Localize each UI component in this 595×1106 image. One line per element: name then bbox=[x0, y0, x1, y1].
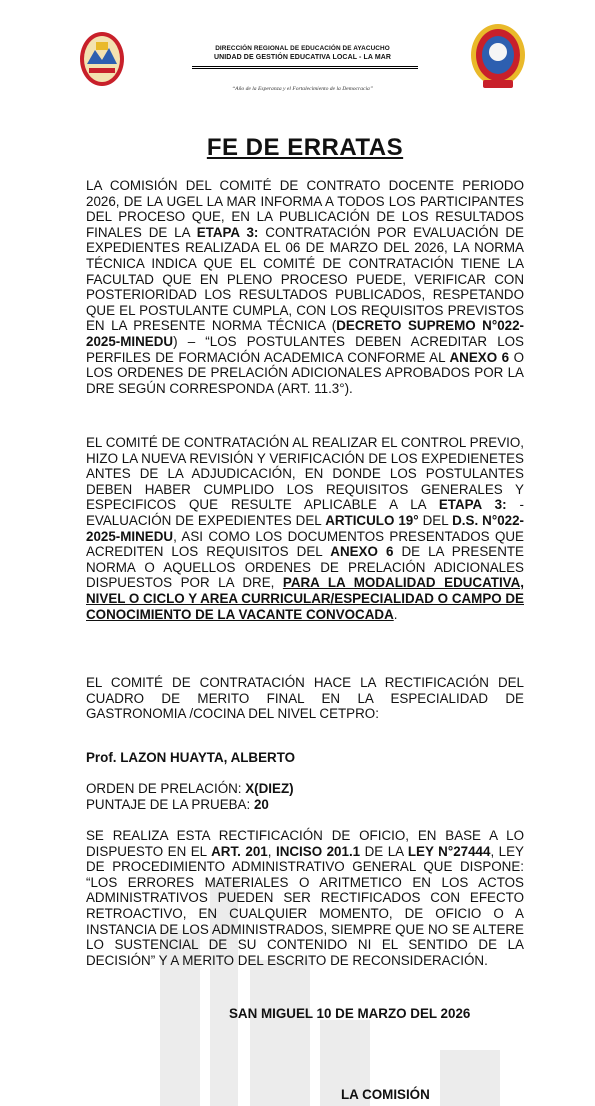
municipal-shield-logo bbox=[78, 30, 126, 88]
header-line-1: DIRECCIÓN REGIONAL DE EDUCACIÓN DE AYACUCHO bbox=[215, 45, 390, 52]
score-label: PUNTAJE DE LA PRUEBA: bbox=[86, 797, 254, 812]
order-value: X(DIEZ) bbox=[245, 781, 294, 796]
p2-text-3: DEL bbox=[418, 512, 453, 528]
p1-text-3: ) – “LOS POSTULANTES DEBEN ACREDITAR LOS PERFILES DE FORMACIÓN ACADEMICA CONFORME AL bbox=[86, 333, 524, 365]
document-title: FE DE ERRATAS bbox=[206, 134, 404, 161]
p2-bold-underline: PARA LA MODALIDAD EDUCATIVA, NIVEL O CICLO Y AREA CURRICULAR/ESPECIALIDAD O CAMPO DE CONOCIMIENTO DE LA VACANTE CONVOCADA bbox=[86, 575, 524, 622]
date-line: SAN MIGUEL 10 DE MARZO DEL 2026 bbox=[229, 1006, 471, 1021]
header-motto: “Año de la Esperanza y el Fortalecimiento de la Democracia” bbox=[232, 86, 373, 92]
p4-bold-2: INCISO 201.1 bbox=[275, 843, 361, 859]
p4-text-2: , bbox=[267, 843, 276, 859]
p2-text-4: , ASI COMO LOS DOCUMENTOS PRESENTADOS QUE ACREDITEN LOS REQUISITOS DEL bbox=[86, 528, 524, 560]
paragraph-1 bbox=[86, 178, 524, 396]
order-line bbox=[86, 781, 524, 797]
p4-text-4: , LEY DE PROCEDIMIENTO ADMINISTRATIVO GENERAL QUE DISPONE: “LOS ERRORES MATERIALES O ARITMETICO EN LOS ACTOS ADMINISTRATIVOS PUEDEN SER RECTIFICADOS CON EFECTO RETROACTIVO, EN CUALQUIER MOMENTO, DE OFICIO O A INSTANCIA DE LOS ADMINISTRADOS, SIEMPRE QUE NO SE ALTERE LO SUSTENCIAL DE SU CONTENIDO NI EL SENTIDO DE LA DECISIÓN” Y A MERITO DEL ESCRITO DE RECONSIDERACIÓN. bbox=[86, 843, 524, 968]
paragraph-3: EL COMITÉ DE CONTRATACIÓN HACE LA RECTIFICACIÓN DEL CUADRO DE MERITO FINAL EN LA ESPECIALIDAD DE GASTRONOMIA /COCINA DEL NIVEL CETPRO: bbox=[86, 675, 524, 722]
header bbox=[0, 0, 595, 110]
p2-bold-4: ANEXO 6 bbox=[330, 544, 394, 560]
p1-bold-2: DECRETO SUPREMO N°022-2025-MINEDU bbox=[86, 318, 524, 349]
header-line-2: UNIDAD DE GESTIÓN EDUCATIVA LOCAL - LA MAR bbox=[213, 54, 392, 61]
p2-bold-2: ARTICULO 19° bbox=[325, 512, 419, 528]
p4-bold-3: LEY N°27444 bbox=[407, 843, 491, 859]
p1-text-2: CONTRATACIÓN POR EVALUACIÓN DE EXPEDIENTES REALIZADA EL 06 DE MARZO DEL 2026, LA NORMA TÉCNICA INDICA QUE EL COMITÉ DE CONTRATACIÓN TIENE LA FACULTAD QUE EN PLENO PROCESO PUEDE, VERIFICAR CON POSTERIORIDAD LOS RESULTADOS PUBLICADOS, RESPETANDO QUE EL POSTULANTE CUMPLA, CON LOS REQUISITOS PREVISTOS EN LA PRESENTE NORMA TÉCNICA ( bbox=[86, 224, 524, 334]
p2-text-6: . bbox=[393, 606, 398, 622]
score-line bbox=[86, 797, 524, 813]
p1-text-1: LA COMISIÓN DEL COMITÉ DE CONTRATO DOCENTE PERIODO 2026, DE LA UGEL LA MAR INFORMA A TODOS LOS PARTICIPANTES DEL PROCESO QUE, EN LA PUBLICACIÓN DE LOS RESULTADOS FINALES DE LA bbox=[86, 178, 524, 240]
p2-text-1: EL COMITÉ DE CONTRATACIÓN AL REALIZAR EL CONTROL PREVIO, HIZO LA NUEVA REVISIÓN Y VERIFICACIÓN DE LOS EXPEDIENETES ANTES DE LA ADJUDICACIÓN, EN DONDE LOS POSTULANTES DEBEN HABER CUMPLIDO LOS REQUISITOS GENERALES Y ESPECIFICOS QUE RESULTE APLICABLE A LA bbox=[86, 435, 524, 513]
candidate-name: Prof. LAZON HUAYTA, ALBERTO bbox=[86, 750, 296, 765]
ugel-la-mar-emblem bbox=[469, 22, 527, 92]
p1-text-4: O LOS ORDENES DE PRELACIÓN ADICIONALES APROBADOS POR LA DRE SEGÚN CORRESPONDA (ART. 11.3°). bbox=[86, 349, 524, 396]
p1-bold-3: ANEXO 6 bbox=[449, 349, 510, 365]
p4-text-1: SE REALIZA ESTA RECTIFICACIÓN DE OFICIO, EN BASE A LO DISPUESTO EN EL bbox=[86, 828, 524, 859]
header-rule bbox=[192, 66, 418, 69]
p4-bold-1: ART. 201 bbox=[211, 843, 268, 859]
p2-bold-3: D.S. N°022-2025-MINEDU bbox=[86, 512, 524, 544]
p1-bold-1: ETAPA 3: bbox=[196, 224, 259, 240]
p2-text-5: DE LA PRESENTE NORMA O AQUELLOS ORDENES DE PRELACIÓN ADICIONALES DISPUESTOS POR LA DRE, bbox=[86, 544, 524, 591]
p4-text-3: DE LA bbox=[360, 843, 408, 859]
order-label: ORDEN DE PRELACIÓN: bbox=[86, 781, 246, 796]
score-value: 20 bbox=[253, 797, 269, 812]
p2-bold-1: ETAPA 3: bbox=[438, 497, 507, 513]
p2-text-2: - EVALUACIÓN DE EXPEDIENTES DEL bbox=[86, 497, 525, 528]
paragraph-4 bbox=[86, 828, 524, 968]
paragraph-2 bbox=[86, 435, 524, 622]
signature: LA COMISIÓN bbox=[341, 1087, 430, 1102]
